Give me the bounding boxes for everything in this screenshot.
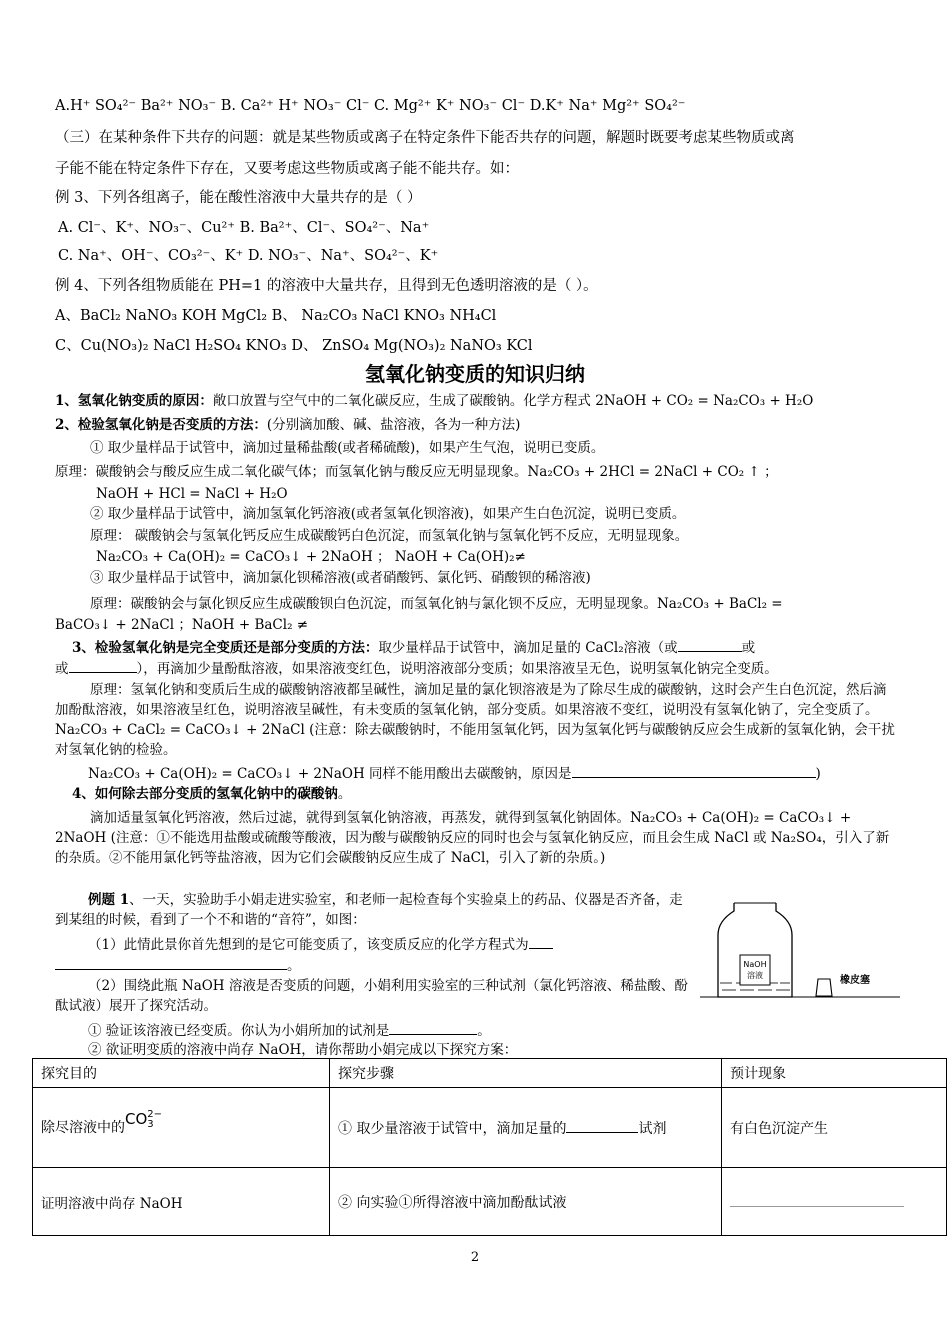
table-header-row [33,1059,947,1088]
options-line: C、Cu(NO₃)₂ NaCl H₂SO₄ KNO₃ D、 ZnSO₄ Mg(NO₃)₂ NaNO₃ KCl [55,338,533,354]
example-1 [55,890,690,930]
row2-purpose: 证明溶液中尚存 NaOH [33,1168,330,1236]
text-line: （三）在某种条件下共存的问题：就是某些物质或离子在特定条件下能否共存的问题，解题时既要考虑某些物质或离 [55,130,795,146]
point-3-cont [55,658,898,679]
method-2-principle: 原理： 碳酸钠会与氢氧化钙反应生成碳酸钙白色沉淀，而氢氧化钠与氢氧化钙不反应，无明显现象。 [90,528,689,544]
point-3-cont-text: ），再滴加少量酚酞溶液，如果溶液变红色，说明溶液部分变质；如果溶液呈无色，说明氢氧化钠完全变质。 [136,661,778,677]
question-2: （2）围绕此瓶 NaOH 溶液是否变质的问题，小娟利用实验室的三种试剂（氯化钙溶液、稀盐酸、酚酞试液）展开了探究活动。 [55,978,688,1014]
method-1-principle: 原理：碳酸钠会与酸反应生成二氧化碳气体；而氢氧化钠与酸反应无明显现象。Na₂CO₃ + 2HCl = 2NaCl + CO₂ ↑ ； [55,464,778,480]
point-4-text: 滴加适量氢氧化钙溶液，然后过滤，就得到氢氧化钠溶液，再蒸发，就得到氢氧化钠固体。Na₂CO₃ + Ca(OH)₂ = CaCO₃↓ + 2NaOH (注意：①不能选用盐酸或硫酸等酸液，因为酸与碳酸钠反应的同时也会与氢氧化钠反应，而且会生成 NaCl 或 Na₂SO₄，引入了新的杂质。②不能用氯化钙等盐溶液，因为它们会碳酸钠反应生成了 NaCl，引入了新的杂质。) [55,810,890,866]
question-2b: ② 欲证明变质的溶液中尚存 NaOH，请你帮助小娟完成以下探究方案： [88,1042,518,1058]
stopper-label: 橡皮塞 [840,975,870,986]
stopper-icon [816,979,832,996]
example-1-head: 例题 1 [88,892,130,908]
point-1 [55,391,898,411]
point-4-head: 4、如何除去部分变质的氢氧化钠中的碳酸钠 [72,786,338,802]
options-line: C. Na⁺、OH⁻、CO₃²⁻、K⁺ D. NO₃⁻、Na⁺、SO₄²⁻、K⁺ [58,248,439,264]
point-3-text: 取少量样品于试管中，滴加足量的 CaCl₂溶液（或 [378,640,678,656]
point-3-head: 3、检验氢氧化钠是完全变质还是部分变质的方法： [72,640,379,656]
answer-blank[interactable] [678,637,742,652]
point-2-text: (分别滴加酸、碱、盐溶液，各为一种方法) [266,417,521,433]
carbonate-ion: CO 2− 3 [125,1108,163,1130]
table-row [33,1168,947,1236]
question-2a-end: 。 [477,1023,491,1039]
answer-blank[interactable] [572,763,816,778]
options-line: A、BaCl₂ NaNO₃ KOH MgCl₂ B、 Na₂CO₃ NaCl KNO₃ NH₄Cl [55,308,497,324]
options-line: A. Cl⁻、K⁺、NO₃⁻、Cu²⁺ B. Ba²⁺、Cl⁻、SO₄²⁻、Na⁺ [58,220,430,236]
point-3-equation-text: Na₂CO₃ + Ca(OH)₂ = CaCO₃↓ + 2NaOH 同样不能用酸出去碳酸钠，原因是 [88,766,572,782]
header-phenomenon: 预计现象 [722,1059,947,1088]
text-line: 子能不能在特定条件下存在，又要考虑这些物质或离子能不能共存。如： [55,161,519,177]
answer-blank[interactable] [69,658,137,673]
row1-purpose-text: 除尽溶液中的 [41,1120,125,1137]
method-1: ① 取少量样品于试管中，滴加过量稀盐酸(或者稀硫酸)，如果产生气泡，说明已变质。 [90,440,605,456]
experiment-table [32,1058,947,1236]
point-3-principle: 原理：氢氧化钠和变质后生成的碳酸钠溶液都呈碱性，滴加足量的氯化钡溶液是为了除尽生成的碳酸钠，这时会产生白色沉淀，然后滴加酚酞溶液，如果溶液呈红色，说明溶液呈碱性，有未变质的氢氧化钠，部分变质。如果溶液不变红，说明没有氢氧化钠了，完全变质了。 Na₂CO₃ + CaCl₂ = CaCO₃↓ + 2NaCl (注意：除去碳酸钠时，不能用氢氧化钙，因为氢氧化钙与碳酸钠反应会生成新的氢氧化钠，会干扰对氢氧化钠的检验。 [55,682,895,758]
method-1-equation: NaOH + HCl = NaCl + H₂O [96,486,288,502]
answer-blank[interactable] [730,1192,904,1207]
bottle-label-2: 溶液 [747,971,763,980]
question-example-4: 例 4、下列各组物质能在 PH=1 的溶液中大量共存，且得到无色透明溶液的是（ ）。 [55,278,598,294]
question-2a-text: ① 验证该溶液已经变质。你认为小娟所加的试剂是 [88,1023,390,1039]
point-4-end: 。 [337,786,352,802]
answer-blank[interactable] [55,955,287,970]
point-3-equation [88,763,898,784]
answer-blank[interactable] [566,1118,638,1133]
bottle-label-1: NaOH [743,960,767,969]
naoh-bottle-figure [700,895,900,1005]
header-steps: 探究步骤 [330,1059,722,1088]
table-row [33,1088,947,1168]
point-1-head: 1、氢氧化钠变质的原因： [55,393,213,409]
options-line: A.H⁺ SO₄²⁻ Ba²⁺ NO₃⁻ B. Ca²⁺ H⁺ NO₃⁻ Cl⁻ C. Mg²⁺ K⁺ NO₃⁻ Cl⁻ D.K⁺ Na⁺ Mg²⁺ SO₄²⁻ [55,98,686,114]
method-3-equation: BaCO₃↓ + 2NaCl ；NaOH + BaCl₂ ≠ [55,617,309,633]
point-3-tail: 或 [741,640,756,656]
point-2-head: 2、检验氢氧化钠是否变质的方法： [55,417,267,433]
section-title: 氢氧化钠变质的知识归纳 [365,362,585,386]
point-3-or: 或 [55,661,69,677]
method-2: ② 取少量样品于试管中，滴加氢氧化钙溶液(或者氢氧化钡溶液)，如果产生白色沉淀，说明已变质。 [90,506,686,522]
point-2 [55,415,898,435]
header-purpose: 探究目的 [33,1059,330,1088]
question-1-text: （1）此情此景你首先想到的是它可能变质了，该变质反应的化学方程式为 [88,937,529,953]
row1-step: ① 取少量溶液于试管中，滴加足量的 试剂 [330,1088,722,1168]
row1-purpose [33,1088,330,1168]
question-example-3: 例 3、下列各组离子，能在酸性溶液中大量共存的是（ ） [55,190,422,206]
row2-phenomenon [722,1168,947,1236]
answer-blank[interactable] [529,934,553,949]
row1-phenomenon: 有白色沉淀产生 [722,1088,947,1168]
point-3 [72,637,898,658]
question-1-end: 。 [287,958,301,974]
point-3-equation-end: ) [815,766,821,782]
point-4 [72,784,898,804]
answer-blank[interactable] [389,1020,477,1035]
method-3: ③ 取少量样品于试管中，滴加氯化钡稀溶液(或者硝酸钙、氯化钙、硝酸钡的稀溶液) [90,570,591,586]
example-1-text: 、一天，实验助手小娟走进实验室，和老师一起检查每个实验桌上的药品、仪器是否齐备，走到某组的时候，看到了一个不和谐的“音符”，如图： [55,892,683,928]
method-2-equation: Na₂CO₃ + Ca(OH)₂ = CaCO₃↓ + 2NaOH ； NaOH + Ca(OH)₂≠ [96,549,526,565]
point-1-text: 敞口放置与空气中的二氧化碳反应，生成了碳酸钠。化学方程式 2NaOH + CO₂ = Na₂CO₃ + H₂O [212,393,814,409]
method-3-principle: 原理：碳酸钠会与氯化钡反应生成碳酸钡白色沉淀，而氢氧化钠与氯化钡不反应，无明显现象。Na₂CO₃ + BaCl₂ = [90,596,783,612]
page-number: 2 [470,1250,480,1265]
question-2a [88,1020,898,1041]
row2-step: ② 向实验①所得溶液中滴加酚酞试液 [330,1168,722,1236]
